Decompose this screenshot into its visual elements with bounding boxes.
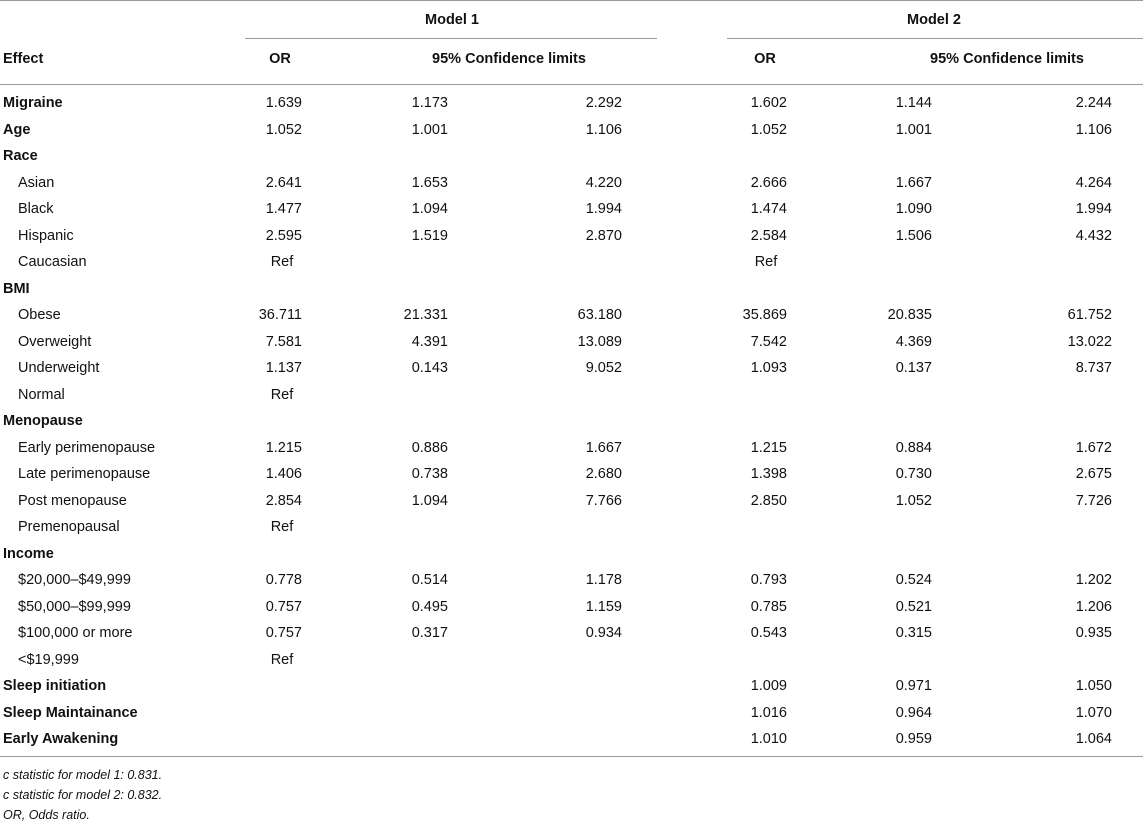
model1-or-cell: Ref [270,254,294,270]
model2-ci-lower-cell: 0.964 [895,704,932,721]
row-label: Migraine [3,95,63,111]
model1-or-cell: 1.477 [265,201,302,217]
model1-ci-lower-cell: 0.495 [411,598,448,615]
model2-ci-lower-cell: 0.730 [895,466,932,482]
effect-header: Effect [3,51,44,67]
model2-ci-lower-cell: 0.137 [895,360,932,376]
model1-ci-upper-cell: 1.159 [585,598,622,615]
row-label: Premenopausal [18,519,120,535]
model1-ci-header: 95% Confidence limits [432,51,586,67]
model1-ci-lower-cell: 4.391 [411,333,448,350]
model1-ci-upper-cell: 13.089 [577,333,622,350]
model1-ci-lower-cell: 1.173 [411,95,448,111]
model2-or-cell: 2.584 [750,227,787,244]
model1-ci-lower-cell: 0.886 [411,439,448,456]
model2-ci-upper-cell: 2.244 [1075,95,1112,111]
model2-ci-upper-cell: 1.070 [1075,704,1112,721]
model1-or-header: OR [269,51,291,67]
row-label: Early Awakening [3,731,119,747]
model1-ci-lower-cell: 1.094 [411,492,448,509]
row-label: Normal [18,386,65,403]
model1-ci-lower-cell: 0.738 [411,466,448,482]
model2-ci-lower-cell: 1.667 [895,174,932,191]
row-label: $50,000–$99,999 [18,598,131,615]
model2-or-cell: 1.602 [750,95,787,111]
row-label: Black [18,201,54,217]
model1-header: Model 1 [425,12,479,28]
model2-ci-upper-cell: 1.050 [1075,678,1112,694]
model1-ci-upper-cell: 1.994 [585,201,622,217]
model2-ci-upper-cell: 4.264 [1075,174,1112,191]
row-label: Hispanic [18,227,74,244]
model1-ci-lower-cell: 1.094 [411,201,448,217]
row-label: Late perimenopause [18,466,151,482]
model2-ci-lower-cell: 0.971 [895,678,932,694]
model2-ci-upper-cell: 1.206 [1075,598,1112,615]
row-label: $20,000–$49,999 [18,572,131,588]
model1-ci-lower-cell: 0.514 [411,572,448,588]
model1-or-cell: 2.641 [265,174,302,191]
row-label: Age [3,121,31,138]
model2-ci-upper-cell: 1.994 [1075,201,1112,217]
model2-or-header: OR [754,51,776,67]
model1-or-cell: 1.639 [265,95,302,111]
model1-ci-upper-cell: 4.220 [585,174,622,191]
row-label: Asian [18,174,55,191]
row-label: Overweight [18,333,92,350]
model2-ci-upper-cell: 2.675 [1075,466,1112,482]
model1-ci-lower-cell: 0.317 [411,625,448,641]
model2-ci-upper-cell: 8.737 [1075,360,1112,376]
row-label: $100,000 or more [18,625,133,641]
model2-ci-lower-cell: 20.835 [887,307,932,323]
row-label: Sleep initiation [3,678,107,694]
model2-ci-lower-cell: 0.315 [895,625,932,641]
model1-or-cell: 1.137 [265,360,302,376]
model1-ci-upper-cell: 63.180 [577,307,622,323]
model2-or-cell: 35.869 [742,307,787,323]
model1-or-cell: 2.854 [265,492,302,509]
model2-ci-lower-cell: 0.521 [895,598,932,615]
model1-or-cell: 0.757 [265,625,302,641]
model2-ci-lower-cell: 0.884 [895,439,932,456]
model2-ci-upper-cell: 61.752 [1067,307,1112,323]
model2-or-cell: 1.052 [750,121,787,138]
model1-ci-upper-cell: 1.178 [585,572,622,588]
model2-ci-lower-cell: 1.144 [895,95,932,111]
model1-ci-upper-cell: 1.106 [585,121,622,138]
model1-or-cell: 1.406 [265,466,302,482]
row-label: Obese [18,307,61,323]
model2-or-cell: 1.010 [750,731,787,747]
row-label: <$19,999 [18,651,79,668]
footnote-or: OR, Odds ratio. [3,808,90,822]
row-label: Race [3,148,38,164]
model2-or-cell: 0.785 [750,598,787,615]
row-label: Early perimenopause [18,439,156,456]
row-label: BMI [3,280,30,297]
model2-ci-upper-cell: 1.672 [1075,439,1112,456]
footnote-model1: c statistic for model 1: 0.831. [3,768,163,782]
model1-ci-upper-cell: 0.934 [585,625,622,641]
model2-ci-upper-cell: 0.935 [1075,625,1112,641]
model1-ci-lower-cell: 1.653 [411,174,448,191]
model2-ci-lower-cell: 1.090 [895,201,932,217]
model2-ci-upper-cell: 4.432 [1075,227,1112,244]
model2-or-cell: 1.474 [750,201,787,217]
model2-or-cell: 1.009 [750,678,787,694]
model1-or-cell: 1.215 [265,439,302,456]
model1-ci-upper-cell: 2.870 [585,227,622,244]
model2-rule [727,38,1143,39]
model1-or-cell: 2.595 [265,227,302,244]
model2-or-cell: 1.215 [750,439,787,456]
model2-ci-header: 95% Confidence limits [930,51,1084,67]
table-bottom-rule [0,756,1143,757]
model1-or-cell: Ref [270,519,294,535]
model2-ci-upper-cell: 7.726 [1075,492,1112,509]
model1-ci-upper-cell: 9.052 [585,360,622,376]
model1-ci-lower-cell: 1.001 [411,121,448,138]
row-label: Caucasian [18,254,87,270]
model2-or-cell: 1.093 [750,360,787,376]
model1-ci-lower-cell: 0.143 [411,360,448,376]
row-label: Menopause [3,413,83,429]
model1-ci-lower-cell: 1.519 [411,227,448,244]
model2-ci-upper-cell: 13.022 [1067,333,1112,350]
footnote-model2: c statistic for model 2: 0.832. [3,788,163,802]
model2-or-cell: 1.398 [750,466,787,482]
model2-ci-upper-cell: 1.202 [1075,572,1112,588]
model2-ci-upper-cell: 1.064 [1075,731,1112,747]
model2-or-cell: 0.793 [750,572,787,588]
model2-or-cell: 2.850 [750,492,787,509]
model1-ci-upper-cell: 1.667 [585,439,622,456]
model2-header: Model 2 [907,12,961,28]
model1-or-cell: 0.757 [265,598,302,615]
model1-ci-upper-cell: 7.766 [585,492,622,509]
model1-or-cell: 36.711 [258,307,302,323]
model1-or-cell: 1.052 [265,121,302,138]
model2-or-cell: 0.543 [750,625,787,641]
header-bottom-rule [0,84,1143,85]
model1-ci-upper-cell: 2.292 [585,95,622,111]
model2-ci-lower-cell: 1.506 [895,227,932,244]
row-label: Post menopause [18,492,127,509]
model2-or-cell: 1.016 [750,704,787,721]
row-label: Income [3,545,54,562]
model2-ci-lower-cell: 0.524 [895,572,932,588]
model2-ci-lower-cell: 4.369 [895,333,932,350]
row-label: Underweight [18,360,100,376]
model2-or-cell: 7.542 [750,333,787,350]
model1-or-cell: Ref [270,386,294,403]
model1-ci-lower-cell: 21.331 [403,307,448,323]
model1-or-cell: Ref [270,651,294,668]
model1-ci-upper-cell: 2.680 [585,466,622,482]
model1-rule [245,38,657,39]
model1-or-cell: 0.778 [265,572,302,588]
model1-or-cell: 7.581 [265,333,302,350]
model2-ci-lower-cell: 1.052 [895,492,932,509]
model2-ci-lower-cell: 0.959 [895,731,932,747]
top-rule [0,0,1143,1]
model2-or-cell: Ref [754,254,778,270]
model2-or-cell: 2.666 [750,174,787,191]
row-label: Sleep Maintainance [3,704,138,721]
model2-ci-lower-cell: 1.001 [895,121,932,138]
model2-ci-upper-cell: 1.106 [1075,121,1112,138]
